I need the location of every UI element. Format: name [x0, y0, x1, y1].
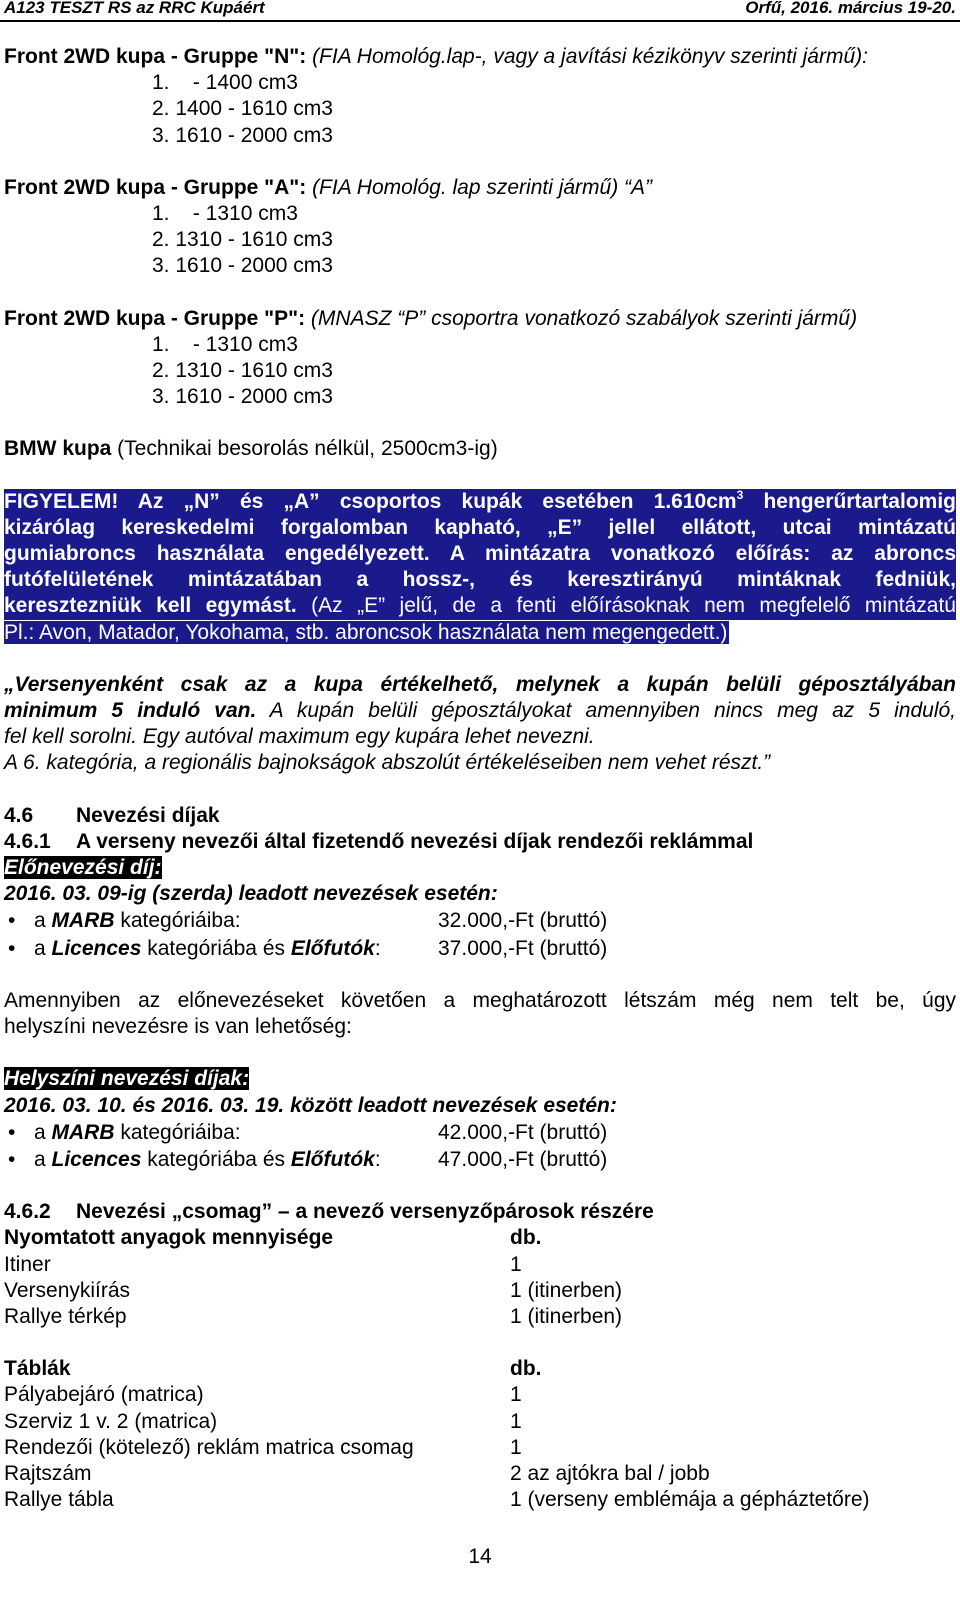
page-number: 14 [468, 1545, 492, 1568]
table-row: Rallye tábla 1 (verseny emblémája a gépháztetőre) [4, 1488, 870, 1512]
bullet-icon: • [8, 1147, 16, 1171]
section-heading: 4.6.2 Nevezési „csomag” – a nevező versenyzőpárosok részére [4, 1200, 654, 1224]
list-item: • a MARB kategóriáiba: 42.000,-Ft (bruttó) [4, 1120, 956, 1146]
n-group-title: Front 2WD kupa - Gruppe "N": (FIA Homológ.lap-, vagy a javítási kézikönyv szerinti jármű): [4, 45, 868, 68]
n-group-item: 2. 1400 - 1610 cm3 [152, 97, 333, 121]
boards-table [4, 1356, 956, 1513]
table-header: Táblák db. [4, 1357, 542, 1381]
warning-line: FIGYELEM! Az „N” és „A” csoportos kupák esetében $1.610cm^3$ hengerűrtartalomig [4, 489, 956, 515]
warning-line: keresztezniük kell egymást. (Az „E” jelű, de a fenti előírásoknak nem megfelelő mintázatú [4, 593, 956, 619]
rule-line: fel kell sorolni. Egy autóval maximum egy kupára lehet nevezni. [4, 725, 595, 749]
p-group-item: 2. 1310 - 1610 cm3 [152, 359, 333, 383]
a-group-title: Front 2WD kupa - Gruppe "A": (FIA Homológ. lap szerinti jármű) “A” [4, 175, 653, 199]
table-row: Pályabejáró (matrica) 1 [4, 1383, 522, 1407]
p-group-item: 3. 1610 - 2000 cm3 [152, 385, 333, 409]
warning-line: kizárólag kereskedelmi forgalomban kapható, „E” jellel ellátott, utcai mintázatú [4, 515, 956, 541]
onsite-fee-date: 2016. 03. 10. és 2016. 03. 19. között leadott nevezések esetén: [4, 1093, 617, 1117]
bullet-icon: • [8, 909, 16, 933]
table-row: Versenykiírás 1 (itinerben) [4, 1278, 623, 1302]
onsite-fee-heading: Helyszíni nevezési díjak: [4, 1067, 250, 1091]
table-row: Rendezői (kötelező) reklám matrica csomag 1 [4, 1435, 522, 1459]
warning-line: futófelületének mintázatában a hossz-, és keresztirányú mintáknak fedniük, [4, 567, 956, 593]
table-row: Rajtszám 2 az ajtókra bal / jobb [4, 1461, 710, 1485]
table-row: Itiner 1 [4, 1252, 522, 1276]
page-header [0, 0, 960, 17]
early-fee-date: 2016. 03. 09-ig (szerda) leadott nevezések esetén: [4, 882, 498, 906]
a-group-item: 3. 1610 - 2000 cm3 [152, 254, 333, 278]
printed-materials-table [4, 1225, 956, 1330]
section-heading: 4.6.1 A verseny nevezői által fizetendő nevezési díjak rendezői reklámmal [4, 829, 754, 853]
n-group-item: 1. - 1400 cm3 [152, 71, 298, 95]
rule-line: minimum 5 induló van. A kupán belüli géposztályokat amennyiben nincs meg az 5 induló, [4, 699, 956, 723]
rule-paragraph [4, 672, 956, 777]
rule-line: „Versenyenként csak az a kupa értékelhető, melynek a kupán belüli géposztályában [4, 672, 956, 696]
p-group-title: Front 2WD kupa - Gruppe "P": (MNASZ “P” csoportra vonatkozó szabályok szerinti jármű) [4, 306, 858, 330]
header-title: A123 TESZT RS az RRC Kupáért [4, 0, 265, 17]
bmw-title: BMW kupa (Technikai besorolás nélkül, 2500cm3-ig) [4, 437, 498, 461]
early-fee-heading: Előnevezési díj: [4, 856, 162, 880]
note-line: helyszíni nevezésre is van lehetőség: [4, 1015, 352, 1039]
a-group-item: 1. - 1310 cm3 [152, 202, 298, 226]
list-item: • a MARB kategóriáiba: 32.000,-Ft (bruttó) [4, 908, 956, 934]
rule-line: A 6. kategória, a regionális bajnokságok abszolút értékeléseiben nem vehet részt.” [4, 751, 771, 775]
list-item: • a Licences kategóriába és Előfutók: 47.000,-Ft (bruttó) [4, 1147, 956, 1173]
header-date: Orfű, 2016. március 19-20. [745, 0, 956, 17]
list-item: • a Licences kategóriába és Előfutók: 37.000,-Ft (bruttó) [4, 936, 956, 962]
section-heading: 4.6 Nevezési díjak [4, 803, 220, 827]
warning-line: gumiabroncs használata engedélyezett. A mintázatra vonatkozó előírás: az abroncs [4, 541, 956, 567]
table-header: Nyomtatott anyagok mennyisége db. [4, 1226, 542, 1250]
bullet-icon: • [8, 1120, 16, 1144]
table-row: Szerviz 1 v. 2 (matrica) 1 [4, 1409, 522, 1433]
header-rule [0, 20, 960, 22]
bullet-icon: • [8, 936, 16, 960]
p-group-item: 1. - 1310 cm3 [152, 332, 298, 356]
warning-block [4, 489, 956, 646]
a-group-item: 2. 1310 - 1610 cm3 [152, 228, 333, 252]
note-line: Amennyiben az előnevezéseket követően a meghatározott létszám még nem telt be, úgy [4, 988, 956, 1012]
document-body [4, 44, 956, 1513]
warning-line: Pl.: Avon, Matador, Yokohama, stb. abroncsok használata nem megengedett.) [4, 620, 728, 644]
n-group-item: 3. 1610 - 2000 cm3 [152, 123, 333, 147]
table-row: Rallye térkép 1 (itinerben) [4, 1304, 623, 1328]
